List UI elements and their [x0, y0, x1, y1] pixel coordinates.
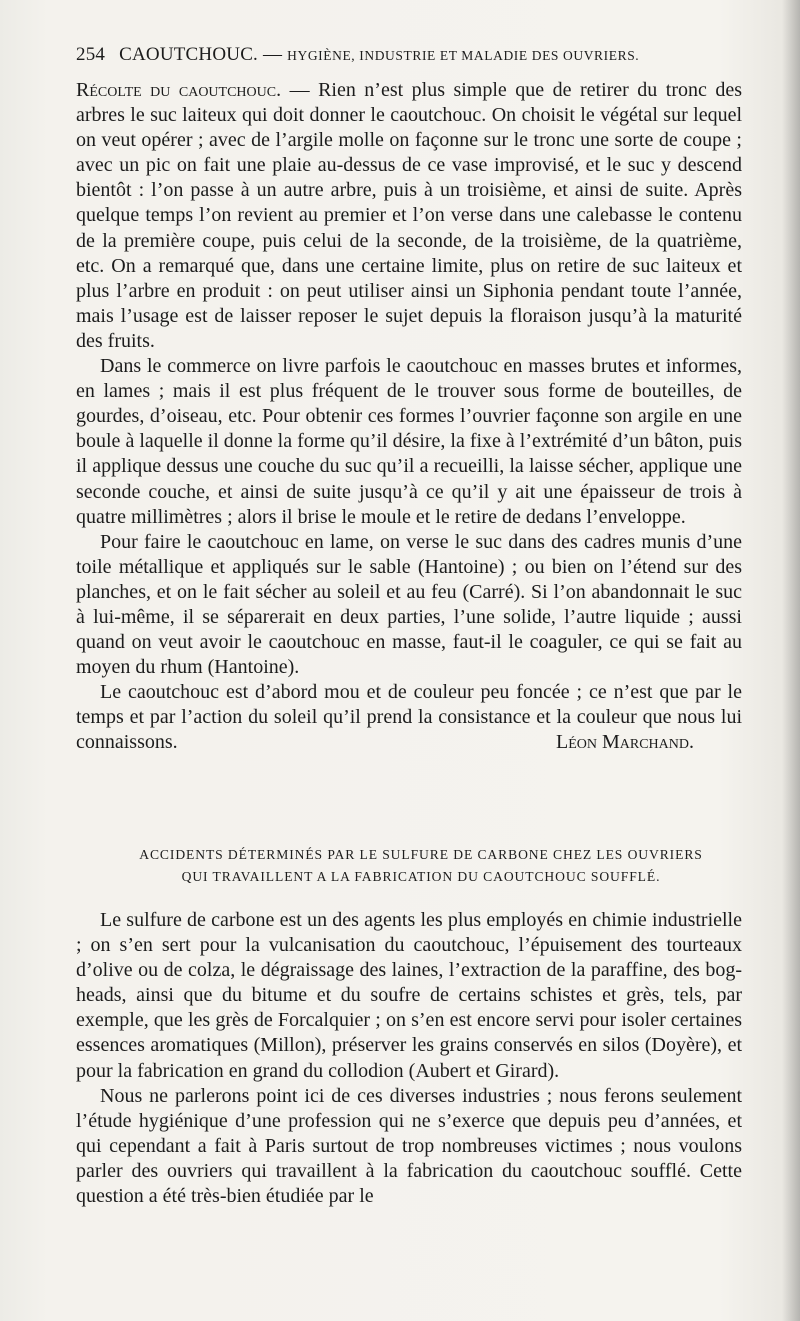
- section-title-line-2: QUI TRAVAILLENT A LA FABRICATION DU CAOUTCHOUC SOUFFLÉ.: [181, 869, 661, 884]
- paragraph: Dans le commerce on livre parfois le caoutchouc en masses brutes et informes, en lames ; mais il est plus fréquent de le trouver sous forme de bouteilles, de gourdes, d’oiseau, etc. Pour obtenir ces formes l’ouvrier façonne son argile en une boule à laquelle il donne la forme qu’il désire, la fixe à l’extrémité d’un bâton, puis il applique dessus une couche du suc qu’il a recueilli, la laisse sécher, applique une seconde couche, et ainsi de suite jusqu’à ce qu’il y ait une épaisseur de trois à quatre millimètres ; alors il brise le moule et le retire de dedans l’enveloppe.: [76, 355, 742, 528]
- paragraph-text: Rien n’est plus simple que de retirer du tronc des arbres le suc laiteux qui doit donner le caoutchouc. On choisit le végétal sur lequel on veut opérer ; avec de l’argile molle on façonne sur le tronc une sorte de coupe ; avec un pic on fait une plaie au-dessus de ce vase improvisé, et le suc y descend bientôt : l’on passe à un autre arbre, puis à un troisième, et ainsi de suite. Après quelque temps l’on revient au premier et l’on verse dans une calebasse le contenu de la première coupe, puis celui de la seconde, de la troisième, de la quatrième, etc. On a remarqué que, dans une certaine limite, plus on retire de suc laiteux et plus l’arbre en produit : on peut utiliser ainsi un Siphonia pendant toute l’année, mais l’usage est de laisser reposer le sujet depuis la floraison jusqu’à la maturité des fruits.: [76, 79, 742, 352]
- running-title-sub: HYGIÈNE, INDUSTRIE ET MALADIE DES OUVRIERS.: [287, 48, 640, 63]
- section-recolte: [76, 78, 742, 756]
- paragraph: [76, 680, 742, 755]
- paragraph: Le sulfure de carbone est un des agents les plus employés en chimie industrielle ; on s’en sert pour la vulcanisation du caoutchouc, l’épuisement des tourteaux d’olive ou de colza, le dégraissage des laines, l’extraction de la paraffine, des bog-heads, ainsi que du bitume et du soufre de certains schistes et grès, tels, par exemple, que les grès de Forcalquier ; on s’en est encore servi pour isoler certaines essences aromatiques (Millon), préserver les grains conservés en silos (Doyère), et pour la fabrication en grand du collodion (Aubert et Girard).: [76, 909, 742, 1082]
- heading-dash: —: [281, 79, 319, 101]
- running-header: [76, 44, 736, 66]
- paragraph: Pour faire le caoutchouc en lame, on verse le suc dans des cadres munis d’une toile métallique et appliqués sur le sable (Hantoine) ; ou bien on l’étend sur des planches, et on le fait sécher au soleil et au feu (Carré). Si l’on abandonnait le suc à lui-même, il se séparerait en deux parties, l’une solide, l’autre liquide ; aussi quand on veut avoir le caoutchouc en masse, faut-il le coaguler, ce qui se fait au moyen du rhum (Hantoine).: [76, 530, 742, 679]
- author-signature: Léon Marchand.: [556, 731, 694, 754]
- section-accidents: [76, 844, 742, 1209]
- paragraph: Nous ne parlerons point ici de ces diverses industries ; nous ferons seulement l’étude hygiénique d’une profession qui ne s’exerce que depuis peu d’années, et qui cependant a fait à Paris surtout de trop nombreuses victimes ; nous voulons parler des ouvriers qui travaillent à la fabrication du caoutchouc soufflé. Cette question a été très-bien étudiée par le: [76, 1084, 742, 1208]
- paragraph-text: Le caoutchouc est d’abord mou et de couleur peu foncée ; ce n’est que par le temps et par l’action du soleil qu’il prend la consistance et la couleur que nous lui connaissons.: [76, 681, 742, 754]
- run-in-heading: Récolte du caoutchouc.: [76, 79, 282, 101]
- page-number: 254: [76, 44, 106, 65]
- paragraph: [76, 78, 742, 354]
- spacer: [76, 888, 742, 908]
- page-edge-shadow: [782, 0, 800, 1321]
- section-title-line-1: ACCIDENTS DÉTERMINÉS PAR LE SULFURE DE CARBONE CHEZ LES OUVRIERS: [139, 847, 703, 862]
- running-title-main: CAOUTCHOUC. —: [119, 44, 283, 65]
